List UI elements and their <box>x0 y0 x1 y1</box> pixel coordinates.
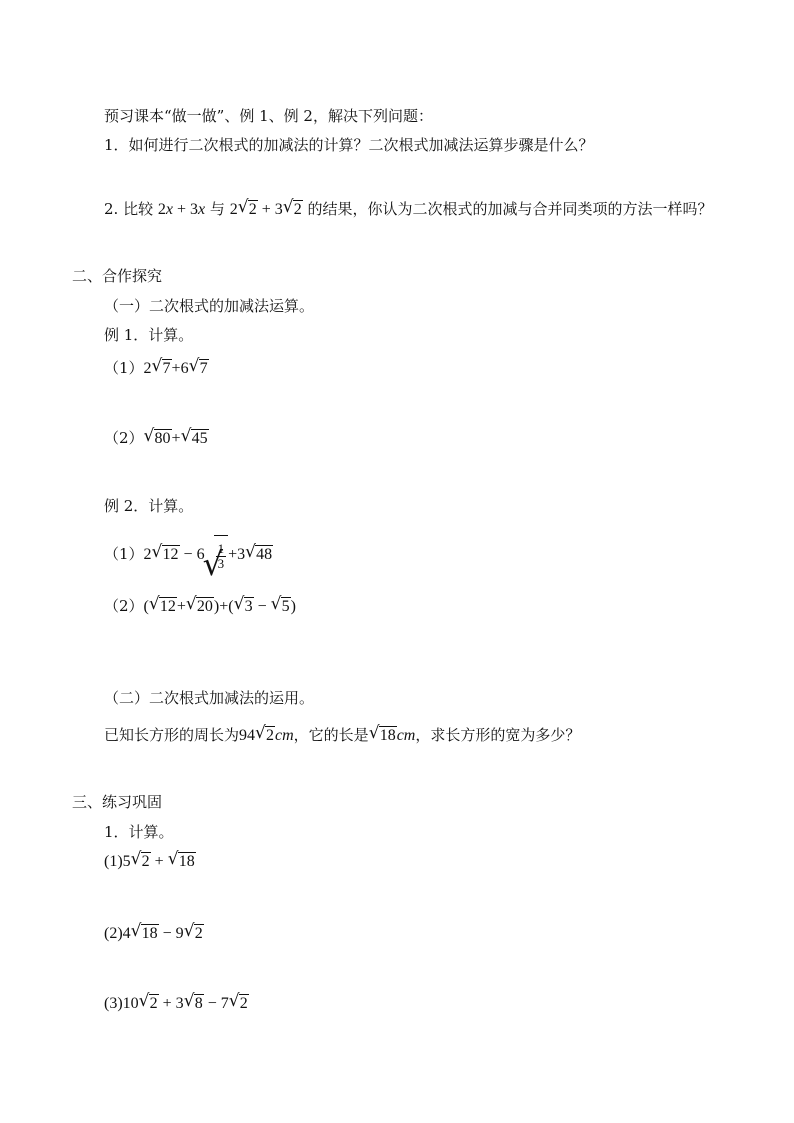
section-2-sub2: （二）二次根式加减法的运用。 <box>104 689 315 707</box>
example-1-title: 例 1．计算。 <box>104 326 194 344</box>
application-problem: 已知长方形的周长为94√ 2cm，它的长是√ 18cm，求长方形的宽为多少？ <box>104 725 580 746</box>
practice-task: 1．计算。 <box>104 823 174 841</box>
q2-mid: 与 <box>209 200 225 218</box>
example-1-part-2: （2）√ 80+√ 45 <box>104 428 209 449</box>
example-2-part-1: （1）2√ 12 − 6 √ $\frac{1}{3}$ +3√ 48 <box>104 534 273 576</box>
practice-1: (1)5√ 2 + √ 18 <box>104 852 196 872</box>
q2-suffix: 的结果，你认为二次根式的加减与合并同类项的方法一样吗？ <box>307 200 713 218</box>
practice-2: (2)4√ 18 − 9√ 2 <box>104 924 204 944</box>
practice-3: (3)10√ 2 + 3√ 8 − 7√ 2 <box>104 994 249 1014</box>
example-2-title: 例 2．计算。 <box>104 497 194 515</box>
section-2-heading: 二、合作探究 <box>72 267 163 285</box>
q2-prefix: 2. 比较 <box>104 200 154 218</box>
q2-expr2: 2√ 2 + 3√ 2 <box>230 201 303 218</box>
question-1: 1．如何进行二次根式的加减法的计算？二次根式加减法运算步骤是什么？ <box>104 136 594 154</box>
q2-expr1: 2x + 3x <box>157 201 206 218</box>
example-1-part-1: （1）2√ 7+6√ 7 <box>104 358 209 379</box>
example-2-part-2: （2）(√ 12+√ 20)+(√ 3 − √ 5) <box>104 596 296 617</box>
section-3-heading: 三、练习巩固 <box>72 793 163 811</box>
question-2 <box>104 199 713 220</box>
intro-line: 预习课本“做一做”、例 1、例 2，解决下列问题： <box>104 107 433 125</box>
section-2-sub1: （一）二次根式的加减法运算。 <box>104 297 315 315</box>
